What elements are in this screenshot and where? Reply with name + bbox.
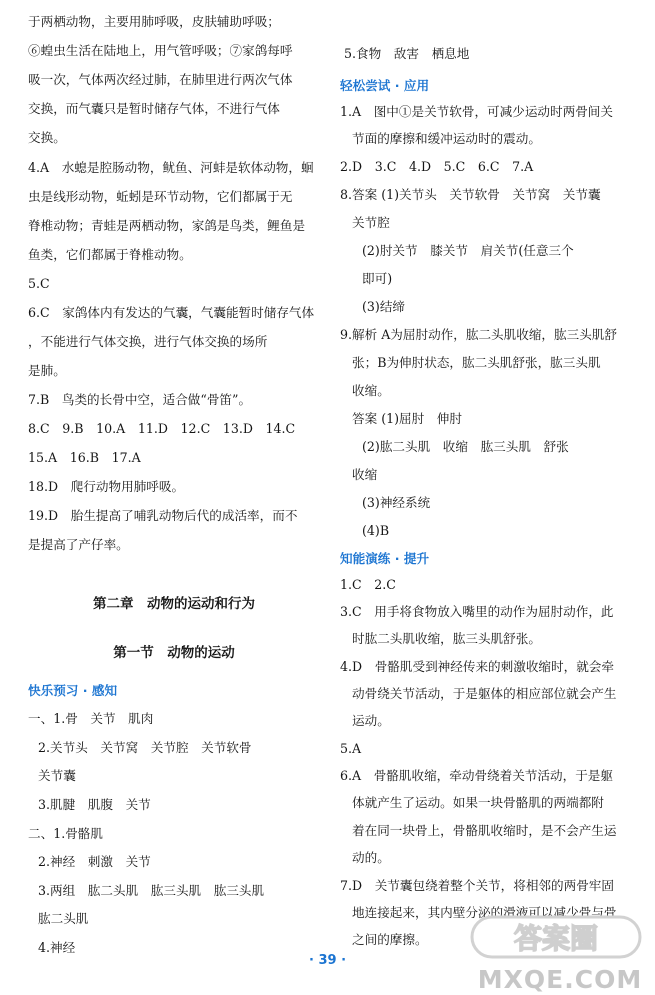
easy-answer-8: 8.答案 (1)关节头 关节软骨 关节窝 关节囊 xyxy=(340,187,601,202)
text-line: 交换，而气囊只是暂时储存气体，不进行气体 xyxy=(28,101,280,116)
text-line: 收缩 xyxy=(352,467,378,482)
text-line: 虫是线形动物，蚯蚓是环节动物，它们都属于无 xyxy=(28,189,293,204)
text-line: (2)肱二头肌 收缩 肱三头肌 舒张 xyxy=(362,439,569,454)
text-line: 是提高了产仔率。 xyxy=(28,537,129,552)
text-line: 关节腔 xyxy=(352,215,390,230)
text-line: 吸一次，气体两次经过肺，在肺里进行两次气体 xyxy=(28,72,293,87)
skill-answer-5: 5.A xyxy=(340,741,362,756)
text-line: ，不能进行气体交换，进行气体交换的场所 xyxy=(28,334,268,349)
answer-19: 19.D 胎生提高了哺乳动物后代的成活率，而不 xyxy=(28,508,298,523)
preview-line: 3.肌腱 肌腹 关节 xyxy=(38,797,151,812)
text-line: 脊椎动物；青蛙是两栖动物，家鸽是鸟类，鲤鱼是 xyxy=(28,218,306,233)
text-line: 收缩。 xyxy=(352,383,390,398)
watermark-logo-text: 答案圈 xyxy=(513,922,599,955)
answer-4: 4.A 水螅是腔肠动物，鱿鱼、河蚌是软体动物，蛔 xyxy=(28,160,314,175)
section-label-preview: 快乐预习 · 感知 xyxy=(28,683,118,698)
text-line: 是肺。 xyxy=(28,363,66,378)
text-line: (3)神经系统 xyxy=(362,495,431,510)
easy-answer-1: 1.A 图中①是关节软骨，可减少运动时两骨间关 xyxy=(340,104,613,119)
skill-answers-1-2: 1.C 2.C xyxy=(340,577,396,592)
easy-answer-9: 9.解析 A为屈肘动作，肱二头肌收缩，肱三头肌舒 xyxy=(340,327,617,342)
section-title: 第一节 动物的运动 xyxy=(113,645,235,661)
skill-answer-6: 6.A 骨骼肌收缩，牵动骨绕着关节活动，于是躯 xyxy=(340,768,613,783)
preview-line: 关节囊 xyxy=(38,768,76,783)
text-line: 之间的摩擦。 xyxy=(352,932,428,947)
watermark-url: MXQE.COM xyxy=(477,965,643,994)
text-line: 答案 (1)屈肘 伸肘 xyxy=(352,411,462,426)
preview-line: 一、1.骨 关节 肌肉 xyxy=(28,711,154,726)
skill-answer-4: 4.D 骨骼肌受到神经传来的刺激收缩时，就会牵 xyxy=(340,659,614,674)
preview-line: 肱二头肌 xyxy=(38,911,89,926)
text-line: 节面的摩擦和缓冲运动时的震动。 xyxy=(352,131,541,146)
text-line: 张；B为伸肘状态，肱二头肌舒张，肱三头肌 xyxy=(352,355,601,370)
section-label-skill: 知能演练 · 提升 xyxy=(340,551,430,566)
text-line: (2)肘关节 膝关节 肩关节(任意三个 xyxy=(362,243,574,258)
answer-7: 7.B 鸟类的长骨中空，适合做“骨笛”。 xyxy=(28,392,252,407)
preview-line: 4.神经 xyxy=(38,940,76,955)
preview-line: 3.两组 肱二头肌 肱三头肌 肱三头肌 xyxy=(38,883,265,898)
text-line: (4)B xyxy=(362,523,390,538)
preview-line: 5.食物 敌害 栖息地 xyxy=(344,46,470,61)
answer-6: 6.C 家鸽体内有发达的气囊，气囊能暂时储存气体 xyxy=(28,305,315,320)
answers-15-17: 15.A 16.B 17.A xyxy=(28,450,141,465)
text-line: ⑥蝗虫生活在陆地上，用气管呼吸；⑦家鸽每呼 xyxy=(28,43,293,58)
text-line: 运动。 xyxy=(352,713,390,728)
text-line: (3)结缔 xyxy=(362,299,406,314)
text-line: 鱼类，它们都属于脊椎动物。 xyxy=(28,247,192,262)
skill-answer-7: 7.D 关节囊包绕着整个关节，将相邻的两骨牢固 xyxy=(340,878,614,893)
text-line: 着在同一块骨上，骨骼肌收缩时，是不会产生运 xyxy=(352,823,617,838)
answer-18: 18.D 爬行动物用肺呼吸。 xyxy=(28,479,185,494)
answers-8-14: 8.C 9.B 10.A 11.D 12.C 13.D 14.C xyxy=(28,421,296,436)
text-line: 地连接起来，其内壁分泌的滑液可以减少骨与骨 xyxy=(352,905,617,920)
chapter-title: 第二章 动物的运动和行为 xyxy=(93,596,255,612)
watermark-logo xyxy=(470,913,645,961)
text-line: 时肱二头肌收缩，肱三头肌舒张。 xyxy=(352,631,541,646)
easy-answers-2-7: 2.D 3.C 4.D 5.C 6.C 7.A xyxy=(340,159,534,174)
answer-5: 5.C xyxy=(28,276,50,291)
text-line: 交换。 xyxy=(28,130,66,145)
skill-answer-3: 3.C 用手将食物放入嘴里的动作为屈肘动作，此 xyxy=(340,604,614,619)
section-label-easy: 轻松尝试 · 应用 xyxy=(340,78,430,93)
text-line: 动骨绕关节活动，于是躯体的相应部位就会产生 xyxy=(352,686,617,701)
text-line: 于两栖动物，主要用肺呼吸，皮肤辅助呼吸； xyxy=(28,14,280,29)
text-line: 体就产生了运动。如果一块骨骼肌的两端都附 xyxy=(352,795,604,810)
preview-line: 2.神经 刺激 关节 xyxy=(38,854,151,869)
text-line: 动的。 xyxy=(352,850,390,865)
preview-line: 二、1.骨骼肌 xyxy=(28,826,103,841)
text-line: 即可) xyxy=(362,271,393,286)
preview-line: 2.关节头 关节窝 关节腔 关节软骨 xyxy=(38,740,252,755)
page-number: · 39 · xyxy=(308,953,347,968)
